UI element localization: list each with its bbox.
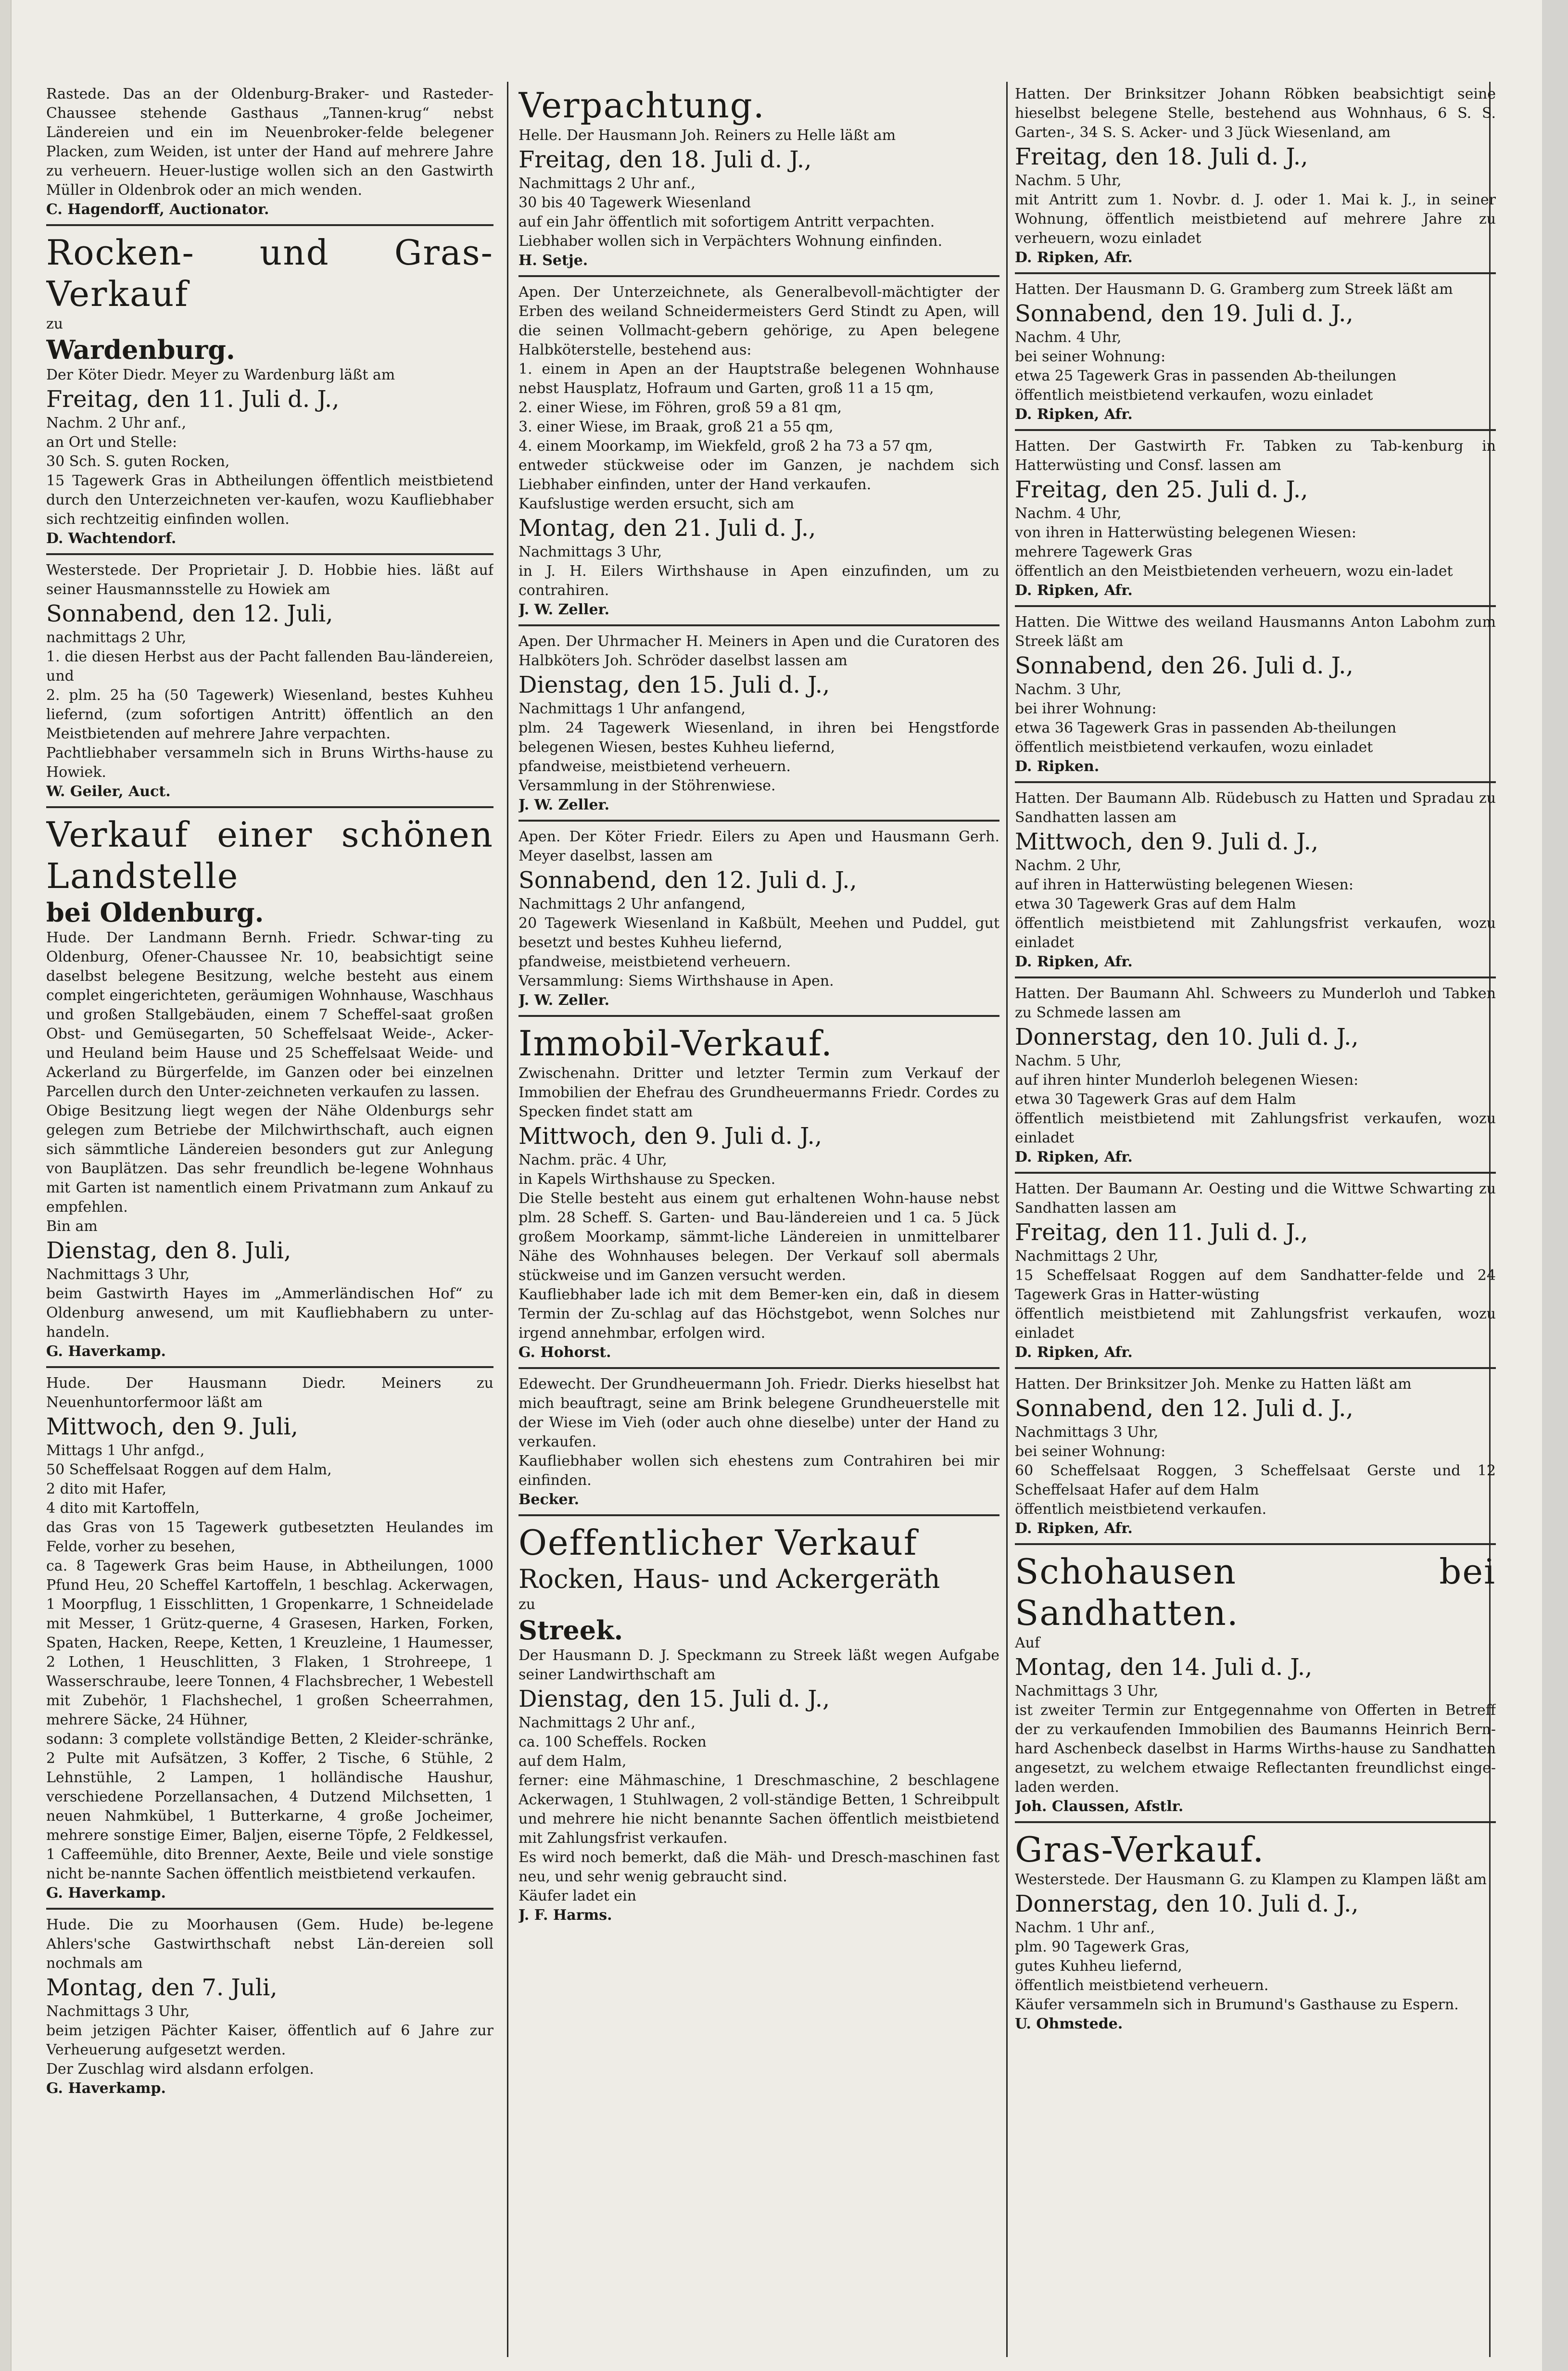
ad-detail-line: nachmittags 2 Uhr, [46,629,187,646]
ad-detail-line: bei seiner Wohnung: [1015,1443,1166,1460]
ad-date: Dienstag, den 15. Juli d. J., [518,1686,830,1712]
ad-text-line: Kaufliebhaber wollen sich ehestens zum Contrahiren bei mir einfinden. [518,1453,999,1489]
advertisement [1015,1372,1496,1545]
ad-detail-line: pfandweise, meistbietend verheuern. [518,758,791,775]
advertisement [1015,610,1496,783]
ad-detail-line: öffentlich meistbietend verheuern. [1015,1977,1269,1994]
ad-detail-line: ist zweiter Termin zur Entgegennahme von Offerten in Betreff der zu verkaufenden Immobilien des Baumanns Heinrich Bern-hard Aschenbeck daselbst in Harms Wirths-hause zu Sandhatten angesetzt, zu welchem etwaige Reflectanten freundlichst einge-laden werden. [1015,1702,1496,1796]
advertisement [1015,1548,1496,1823]
ad-detail-line: von ihren in Hatterwüsting belegenen Wiesen: [1015,524,1356,541]
ad-detail-line: ferner: eine Mähmaschine, 1 Dreschmaschine, 2 beschlagene Ackerwagen, 1 Stuhlwagen, 2 voll-ständige Betten, 1 Schreibpult und mehrere hie nicht benannte Sachen öffentlich meistbietend mit Zahlungsfrist verkaufen. [518,1772,999,1847]
ad-detail-line: auf ein Jahr öffentlich mit sofortigem Antritt verpachten. [518,214,935,230]
advertisement [46,82,493,226]
ad-detail-line: an Ort und Stelle: [46,434,177,451]
advertisement [518,1372,999,1516]
ad-text-line: Hatten. Der Hausmann D. G. Gramberg zum Streek läßt am [1015,281,1453,298]
ad-text-line: 4. einem Moorkamp, im Wiekfeld, groß 2 ha 73 a 57 qm, [518,438,933,455]
ad-detail-line: 2 dito mit Hafer, [46,1481,167,1497]
ad-signature: U. Ohmstede. [1015,2016,1123,2032]
advertisement [518,1519,999,1930]
advertisement [1015,786,1496,978]
advertisement [46,558,493,808]
advertisement [46,1913,493,2103]
ad-signature: Becker. [518,1491,580,1508]
advertisement [46,811,493,1368]
ad-detail-line: 20 Tagewerk Wiesenland in Kaßbült, Meehen und Puddel, gut besetzt und bestes Kuhheu liefernd, [518,915,999,951]
ad-detail-line: das Gras von 15 Tagewerk gutbesetzten Heulandes im Felde, vorher zu besehen, [46,1519,493,1555]
column-left [46,82,493,2362]
ad-date: Mittwoch, den 9. Juli, [46,1413,298,1440]
ad-detail-line: 30 Sch. S. guten Rocken, [46,453,230,470]
ad-detail-line: gutes Kuhheu liefernd, [1015,1958,1182,1975]
ad-signature: J. F. Harms. [518,1907,612,1924]
ad-text-line: Zwischenahn. Dritter und letzter Termin zum Verkauf der Immobilien der Ehefrau des Grundheuermanns Friedr. Cordes zu Specken findet statt am [518,1065,999,1120]
ad-detail-line: öffentlich meistbietend verkaufen. [1015,1501,1267,1518]
ad-detail-line: etwa 25 Tagewerk Gras in passenden Ab-theilungen [1015,368,1397,384]
ad-signature: D. Ripken, Afr. [1015,953,1133,970]
ad-date: Sonnabend, den 26. Juli d. J., [1015,652,1353,679]
ad-detail-line: auf ihren in Hatterwüsting belegenen Wiesen: [1015,876,1353,893]
ad-place: Rocken, Haus- und Ackergeräth [518,1564,940,1594]
ad-text-line: Apen. Der Köter Friedr. Eilers zu Apen und Hausmann Gerh. Meyer daselbst, lassen am [518,828,999,864]
ad-detail-line: Nachm. 5 Uhr, [1015,1052,1122,1069]
ad-detail-line: etwa 30 Tagewerk Gras auf dem Halm [1015,1091,1296,1108]
ad-title: Verpachtung. [518,85,765,126]
ad-detail-line: Nachmittags 3 Uhr, [518,544,662,560]
ad-signature: D. Wachtendorf. [46,530,177,547]
ad-date: Montag, den 7. Juli, [46,1974,278,2001]
ad-detail-line: etwa 36 Tagewerk Gras in passenden Ab-theilungen [1015,720,1397,736]
ad-detail-line: bei ihrer Wohnung: [1015,700,1157,717]
ad-date: Montag, den 14. Juli d. J., [1015,1654,1313,1681]
ad-text-line: Der Hausmann D. J. Speckmann zu Streek läßt wegen Aufgabe seiner Landwirthschaft am [518,1647,999,1683]
ad-date: Freitag, den 11. Juli d. J., [1015,1219,1308,1246]
ad-title: Schohausen bei Sandhatten. [1015,1551,1496,1633]
ad-signature: G. Haverkamp. [46,1343,166,1360]
ad-detail-line: öffentlich meistbietend mit Zahlungsfrist verkaufen, wozu einladet [1015,1110,1496,1146]
ad-text-line: Hude. Der Landmann Bernh. Friedr. Schwar-ting zu Oldenburg, Ofener-Chaussee Nr. 10, beabsichtigt seine daselbst belegene Besitzung, welche besteht aus einem complet eingerichteten, geräumigen Wohnhause, Waschhaus und großen Stallgebäuden, einem 7 Scheffel-saat großen Obst- und Gemüsegarten, 50 Scheffelsaat Weide-, Acker- und Heuland beim Hause und 25 Scheffelsaat Weide- und Ackerland zu Bürgerfelde, im Ganzen oder bei einzelnen Parcellen durch den Unter-zeichneten verkaufen zu lassen. [46,929,493,1100]
ad-detail-line: plm. 90 Tagewerk Gras, [1015,1939,1190,1955]
ad-detail-line: Nachm. 3 Uhr, [1015,681,1122,698]
ad-detail-line: Nachmittags 3 Uhr, [46,1266,190,1283]
ad-text-line: Hatten. Der Baumann Ahl. Schweers zu Munderloh und Tabken zu Schmede lassen am [1015,985,1496,1021]
ad-signature: J. W. Zeller. [518,797,610,813]
ad-subtitle: zu [46,316,63,332]
ad-subtitle: zu [518,1596,536,1613]
ad-text-line: Hatten. Der Brinksitzer Johann Röbken beabsichtigt seine hieselbst belegene Stelle, bestehend aus Wohnhaus, 6 S. S. Garten-, 34 S. S. Acker- und 3 Jück Wiesenland, am [1015,86,1496,141]
ad-detail-line: ca. 8 Tagewerk Gras beim Hause, in Abtheilungen, 1000 Pfund Heu, 20 Scheffel Kartoffeln, 1 beschlag. Ackerwagen, 1 Moorpflug, 1 Eisschlitten, 1 Gropenkarre, 1 Schneidelade mit Messer, 1 Grütz-querne, 4 Grasesen, Harken, Forken, Spaten, Hacken, Reepe, Ketten, 1 Kreuzleine, 1 Haumesser, 2 Lothen, 1 Heuschlitten, 3 Flaken, 1 Strohreepe, 1 Wasserschraube, leere Tonnen, 4 Flachsbrecher, 1 Webestell mit Zubehör, 1 Flachshechel, 1 großen Scheerrahmen, mehrere Säcke, 24 Hühner, [46,1558,493,1728]
ad-text-line: entweder stückweise oder im Ganzen, je nachdem sich Liebhaber einfinden, unter der Hand verkaufen. [518,457,999,493]
ad-text-line: 3. einer Wiese, im Braak, groß 21 a 55 qm, [518,418,834,435]
ad-detail-line: öffentlich meistbietend verkaufen, wozu einladet [1015,739,1373,756]
ad-date: Dienstag, den 15. Juli d. J., [518,672,830,698]
ad-date: Freitag, den 11. Juli d. J., [46,386,340,413]
ad-text-line: Hude. Die zu Moorhausen (Gem. Hude) be-legene Ahlers'sche Gastwirthschaft nebst Län-dereien soll nochmals am [46,1916,493,1972]
ad-signature: D. Ripken, Afr. [1015,406,1133,423]
ad-detail-line: öffentlich meistbietend mit Zahlungsfrist verkaufen, wozu einladet [1015,1306,1496,1342]
ad-detail-line: Der Zuschlag wird alsdann erfolgen. [46,2061,314,2078]
ad-signature: C. Hagendorff, Auctionator. [46,201,269,218]
ad-detail-line: Liebhaber wollen sich in Verpächters Wohnung einfinden. [518,233,943,250]
ad-detail-line: Nachmittags 3 Uhr, [1015,1424,1159,1441]
ad-signature: D. Ripken, Afr. [1015,582,1133,599]
ad-title: Rocken- und Gras-Verkauf [46,232,493,314]
column-middle [518,82,999,2362]
column-rule-middle [1006,82,1008,2357]
ad-detail-line: 50 Scheffelsaat Roggen auf dem Halm, [46,1461,332,1478]
ad-detail-line: Nachmittags 3 Uhr, [46,2003,190,2020]
ad-detail-line: öffentlich meistbietend verkaufen, wozu einladet [1015,387,1373,404]
ad-detail-line: beim jetzigen Pächter Kaiser, öffentlich auf 6 Jahre zur Verheuerung aufgesetzt werden. [46,2022,493,2058]
ad-title: Verkauf einer schönen Landstelle [46,814,493,896]
ad-detail-line: etwa 30 Tagewerk Gras auf dem Halm [1015,896,1296,913]
ad-detail-line: Nachm. 2 Uhr, [1015,857,1122,874]
ad-detail-line: Nachm. präc. 4 Uhr, [518,1152,667,1168]
advertisement [1015,981,1496,1174]
ad-detail-line: Kaufliebhaber lade ich mit dem Bemer-ken ein, daß in diesem Termin der Zu-schlag auf das Höchstgebot, wenn Solches nur irgend annehmbar, erfolgen wird. [518,1286,999,1342]
ad-signature: J. W. Zeller. [518,992,610,1009]
column-right [1015,82,1496,2362]
ad-place: bei Oldenburg. [46,897,264,928]
ad-detail-line: plm. 24 Tagewerk Wiesenland, in ihren bei Hengstforde belegenen Wiesen, bestes Kuhheu liefernd, [518,720,999,756]
ad-detail-line: auf dem Halm, [518,1753,627,1770]
ad-text-line: Apen. Der Unterzeichnete, als Generalbevoll-mächtigter der Erben des weiland Schneidermeisters Gerd Stindt zu Apen, will die seinen Vollmacht-gebern gehörige, zu Apen belegene Halbköterstelle, bestehend aus: [518,284,999,358]
ad-detail-line: 60 Scheffelsaat Roggen, 3 Scheffelsaat Gerste und 12 Scheffelsaat Hafer auf dem Halm [1015,1462,1496,1498]
ad-date: Mittwoch, den 9. Juli d. J., [1015,828,1319,855]
ad-detail-line: beim Gastwirth Hayes im „Ammerländischen Hof“ zu Oldenburg anwesend, um mit Kaufliebhabern zu unter-handeln. [46,1285,493,1341]
advertisement [518,82,999,277]
ad-detail-line: Nachmittags 2 Uhr, [1015,1248,1159,1265]
ad-detail-line: 15 Tagewerk Gras in Abtheilungen öffentlich meistbietend durch den Unterzeichneten ver-kaufen, wozu Kaufliebhaber sich rechtzeitig einfinden wollen. [46,472,493,528]
ad-detail-line: Nachmittags 1 Uhr anfangend, [518,700,746,717]
ad-text-line: Obige Besitzung liegt wegen der Nähe Oldenburgs sehr gelegen zum Betriebe der Milchwirthschaft, auch eignen sich sämmtliche Ländereien besonders gut zur Anlegung von Bauplätzen. Das sehr freundlich be-legene Wohnhaus mit Garten ist namentlich einem Privatmann zum Ankauf zu empfehlen. [46,1103,493,1216]
ad-detail-line: mit Antritt zum 1. Novbr. d. J. oder 1. Mai k. J., in seiner Wohnung, öffentlich meistbietend auf mehrere Jahre zu verheuern, wozu einladet [1015,191,1496,247]
ad-text-line: Hude. Der Hausmann Diedr. Meiners zu Neuenhuntorfermoor läßt am [46,1375,493,1411]
ad-text-line: Kaufslustige werden ersucht, sich am [518,495,795,512]
advertisement [1015,277,1496,431]
ad-detail-line: pfandweise, meistbietend verheuern. [518,953,791,970]
page-right-margin [1542,0,1568,2371]
ad-signature: J. W. Zeller. [518,601,610,618]
ad-date: Donnerstag, den 10. Juli d. J., [1015,1024,1359,1051]
ad-detail-line: Käufer versammeln sich in Brumund's Gasthause zu Espern. [1015,1996,1459,2013]
advertisement [518,629,999,822]
ad-detail-line: in J. H. Eilers Wirthshause in Apen einzufinden, um zu contrahiren. [518,563,999,599]
ad-text-line: Hatten. Der Gastwirth Fr. Tabken zu Tab-kenburg in Hatterwüsting und Consf. lassen am [1015,438,1496,474]
ad-detail-line: mehrere Tagewerk Gras [1015,544,1192,560]
ad-detail-line: Nachm. 4 Uhr, [1015,329,1122,346]
column-rule-left [507,82,508,2357]
ad-place-2: Streek. [518,1615,623,1646]
ad-detail-line: Nachm. 2 Uhr anf., [46,415,187,431]
ad-detail-line: Nachm. 4 Uhr, [1015,505,1122,522]
ad-detail-line: Nachmittags 3 Uhr, [1015,1683,1159,1699]
ad-detail-line: 15 Scheffelsaat Roggen auf dem Sandhatter-felde und 24 Tagewerk Gras in Hatter-wüsting [1015,1267,1496,1303]
ad-detail-line: Pachtliebhaber versammeln sich in Bruns Wirths-hause zu Howiek. [46,745,493,781]
ad-date: Sonnabend, den 12. Juli d. J., [518,867,857,894]
ad-detail-line: Mittags 1 Uhr anfgd., [46,1442,205,1459]
ad-signature: H. Setje. [518,252,588,269]
ad-text-line: Hatten. Die Wittwe des weiland Hausmanns Anton Labohm zum Streek läßt am [1015,614,1496,650]
ad-signature: D. Ripken, Afr. [1015,249,1133,266]
ad-text-line: Helle. Der Hausmann Joh. Reiners zu Helle läßt am [518,127,896,144]
advertisement [1015,82,1496,274]
ad-title: Gras-Verkauf. [1015,1829,1265,1870]
ad-signature: D. Ripken. [1015,758,1100,775]
ad-detail-line: in Kapels Wirthshause zu Specken. [518,1171,776,1188]
ad-signature: Joh. Claussen, Afstlr. [1015,1798,1184,1815]
ad-signature: G. Hohorst. [518,1344,611,1361]
ad-detail-line: 2. plm. 25 ha (50 Tagewerk) Wiesenland, bestes Kuhheu liefernd, (zum sofortigen Antritt) öffentlich an den Meistbietenden auf mehrere Jahre verpachten. [46,687,493,742]
ad-text-line: Westerstede. Der Proprietair J. D. Hobbie hies. läßt auf seiner Hausmannsstelle zu Howiek am [46,562,493,598]
advertisement [46,229,493,555]
ad-date: Freitag, den 18. Juli d. J., [1015,143,1308,170]
ad-detail-line: Nachmittags 2 Uhr anf., [518,175,695,192]
ad-signature: D. Ripken, Afr. [1015,1344,1133,1361]
ad-detail-line: öffentlich an den Meistbietenden verheuern, wozu ein-ladet [1015,563,1453,580]
ad-date: Mittwoch, den 9. Juli d. J., [518,1123,822,1150]
ad-detail-line: Nachm. 5 Uhr, [1015,172,1122,189]
ad-text-line: Bin am [46,1218,98,1235]
ad-date: Sonnabend, den 12. Juli, [46,600,333,627]
ad-detail-line: Es wird noch bemerkt, daß die Mäh- und Dresch-maschinen fast neu, und sehr wenig gebraucht sind. [518,1849,999,1885]
ad-detail-line: ca. 100 Scheffels. Rocken [518,1734,707,1750]
ad-date: Sonnabend, den 12. Juli d. J., [1015,1395,1353,1422]
ad-detail-line: Versammlung in der Stöhrenwiese. [518,777,776,794]
advertisement [1015,434,1496,607]
ad-place: Wardenburg. [46,334,235,365]
advertisement [518,280,999,626]
ad-signature: G. Haverkamp. [46,1885,166,1902]
ad-date: Donnerstag, den 10. Juli d. J., [1015,1890,1359,1917]
ad-date: Freitag, den 18. Juli d. J., [518,146,812,173]
ad-detail-line: Nachmittags 2 Uhr anf., [518,1714,695,1731]
ad-text-line: Hatten. Der Brinksitzer Joh. Menke zu Hatten läßt am [1015,1376,1412,1393]
ad-detail-line: 1. die diesen Herbst aus der Pacht fallenden Bau-ländereien, und [46,648,493,685]
ad-date: Freitag, den 25. Juli d. J., [1015,476,1308,503]
ad-text-line: 2. einer Wiese, im Föhren, groß 59 a 81 qm, [518,399,842,416]
ad-date: Dienstag, den 8. Juli, [46,1237,291,1264]
advertisement [518,1020,999,1369]
ad-signature: G. Haverkamp. [46,2080,166,2097]
ad-date: Sonnabend, den 19. Juli d. J., [1015,300,1353,327]
ad-signature: D. Ripken, Afr. [1015,1149,1133,1166]
ad-detail-line: 4 dito mit Kartoffeln, [46,1500,200,1517]
ad-detail-line: Versammlung: Siems Wirthshause in Apen. [518,973,834,989]
advertisement [1015,1177,1496,1369]
ad-title: Immobil-Verkauf. [518,1023,833,1064]
ad-detail-line: sodann: 3 complete vollständige Betten, 2 Kleider-schränke, 2 Pulte mit Aufsätzen, 3 Koffer, 2 Tische, 6 Stühle, 2 Lehnstühle, 2 Lampen, 1 holländische Haushur, verschiedene Porzellansachen, 4 Dutzend Milchsetten, 1 neuen Nahmkübel, 1 Butterkarne, 4 große Jocheimer, mehrere sonstige Eimer, Baljen, eiserne Töpfe, 2 Feldkessel, 1 Caffeemühle, dito Brenner, Aexte, Beile und viele sonstige nicht be-nannte Sachen öffentlich meistbietend verkaufen. [46,1731,493,1882]
ad-text-line: Hatten. Der Baumann Alb. Rüdebusch zu Hatten und Spradau zu Sandhatten lassen am [1015,790,1496,826]
page-binding-edge [0,0,12,2371]
advertisement [1015,1826,1496,2039]
advertisement [518,824,999,1017]
ad-detail-line: auf ihren hinter Munderloh belegenen Wiesen: [1015,1072,1359,1089]
ad-date: Montag, den 21. Juli d. J., [518,515,816,542]
ad-text-line: Auf [1015,1635,1040,1651]
ad-detail-line: Käufer ladet ein [518,1888,637,1904]
ad-signature: W. Geiler, Auct. [46,783,171,800]
ad-signature: D. Ripken, Afr. [1015,1520,1133,1537]
ad-text-line: Der Köter Diedr. Meyer zu Wardenburg läßt am [46,367,395,383]
ad-detail-line: bei seiner Wohnung: [1015,348,1166,365]
ad-text-line: Apen. Der Uhrmacher H. Meiners in Apen und die Curatoren des Halbköters Joh. Schröder daselbst lassen am [518,633,999,669]
ad-detail-line: 30 bis 40 Tagewerk Wiesenland [518,194,751,211]
ad-detail-line: Nachm. 1 Uhr anf., [1015,1919,1155,1936]
advertisement [46,1371,493,1910]
ad-text-line: Westerstede. Der Hausmann G. zu Klampen zu Klampen läßt am [1015,1871,1487,1888]
ad-text-line: 1. einem in Apen an der Hauptstraße belegenen Wohnhause nebst Hausplatz, Hofraum und Garten, groß 11 a 15 qm, [518,361,999,397]
ad-detail-line: Die Stelle besteht aus einem gut erhaltenen Wohn-hause nebst plm. 28 Scheff. S. Garten- und Bau-ländereien und 1 ca. 5 Jück großem Moorkamp, sämmt-liche Ländereien in unmittelbarer Nähe des Wohnhauses belegen. Der Verkauf soll abermals stückweise und im Ganzen versucht werden. [518,1190,999,1284]
ad-title: Oeffentlicher Verkauf [518,1522,918,1563]
ad-text-line: Rastede. Das an der Oldenburg-Braker- und Rasteder-Chaussee stehende Gasthaus „Tannen-krug“ nebst Ländereien und ein im Neuenbroker-felde belegener Placken, zum Weiden, ist unter der Hand auf mehrere Jahre zu verheuern. Heuer-lustige wollen sich an den Gastwirth Müller in Oldenbrok oder an mich wenden. [46,86,493,199]
ad-text-line: Hatten. Der Baumann Ar. Oesting und die Wittwe Schwarting zu Sandhatten lassen am [1015,1180,1496,1217]
ad-detail-line: öffentlich meistbietend mit Zahlungsfrist verkaufen, wozu einladet [1015,915,1496,951]
ad-detail-line: Nachmittags 2 Uhr anfangend, [518,896,746,913]
ad-text-line: Edewecht. Der Grundheuermann Joh. Friedr. Dierks hieselbst hat mich beauftragt, seine am Brink belegene Grundheuerstelle mit der Wiese im Vieh (oder auch ohne dieselbe) unter der Hand zu verkaufen. [518,1376,999,1450]
